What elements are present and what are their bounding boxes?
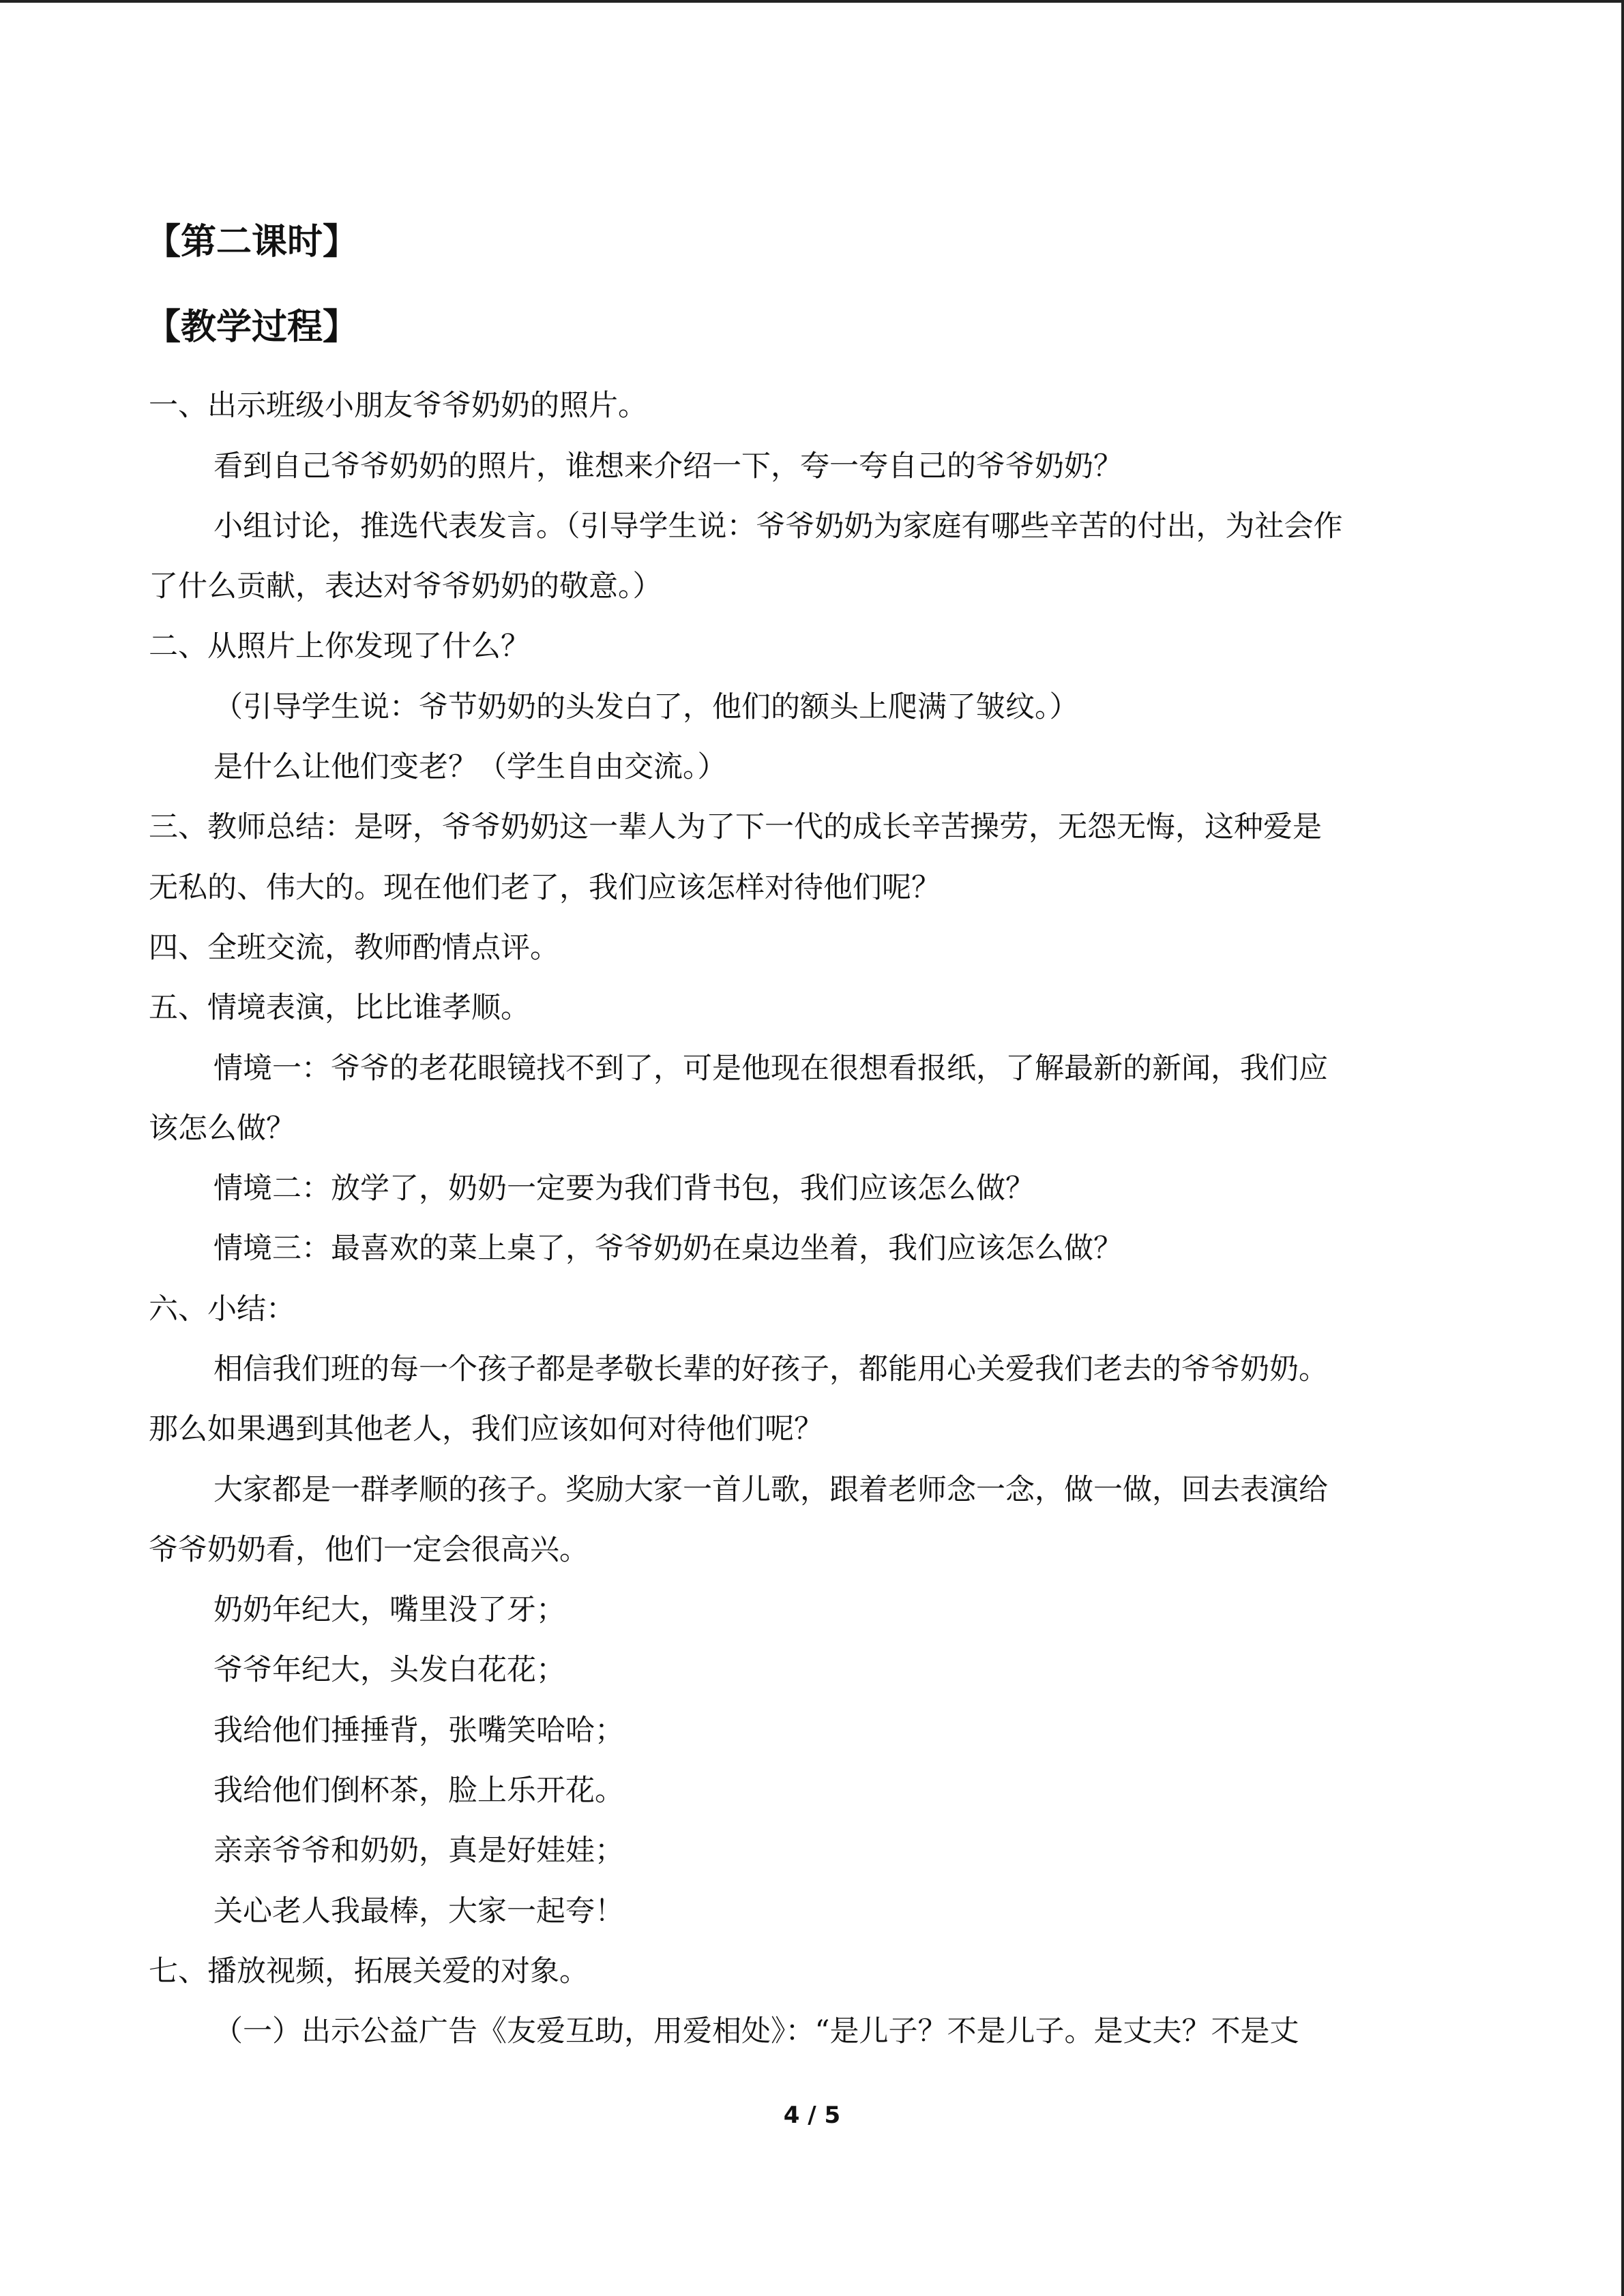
paragraph-line: （引导学生说：爷节奶奶的头发白了，他们的额头上爬满了皱纹。） <box>213 690 1079 724</box>
lesson-heading: 【第二课时】 <box>145 222 359 263</box>
paragraph-line: 相信我们班的每一个孩子都是孝敬长辈的好孩子，都能用心关爱我们老去的爷爷奶奶。 <box>213 1352 1328 1386</box>
page-number: 4 / 5 <box>783 2102 841 2129</box>
section-heading-1: 一、出示班级小朋友爷爷奶奶的照片。 <box>149 389 647 423</box>
section-heading-2: 二、从照片上你发现了什么？ <box>149 629 530 664</box>
section-heading-4: 四、全班交流，教师酌情点评。 <box>149 931 559 965</box>
section-heading-5: 五、情境表演，比比谁孝顺。 <box>149 991 530 1025</box>
paragraph-line: 无私的、伟大的。现在他们老了，我们应该怎样对待他们呢？ <box>149 871 941 905</box>
rhyme-line: 奶奶年纪大，嘴里没了牙； <box>213 1593 565 1627</box>
rhyme-line: 我给他们捶捶背，张嘴笑哈哈； <box>213 1714 624 1748</box>
paragraph-line: 是什么让他们变老？（学生自由交流。） <box>213 750 727 784</box>
paragraph-line: 情境二：放学了，奶奶一定要为我们背书包，我们应该怎么做？ <box>213 1172 1035 1206</box>
paragraph-line: 情境三：最喜欢的菜上桌了，爷爷奶奶在桌边坐着，我们应该怎么做？ <box>213 1232 1123 1266</box>
paragraph-line: 了什么贡献，表达对爷爷奶奶的敬意。） <box>149 569 662 603</box>
rhyme-line: 关心老人我最棒，大家一起夸！ <box>213 1894 624 1928</box>
process-heading: 【教学过程】 <box>145 307 359 348</box>
paragraph-line: 小组讨论，推选代表发言。（引导学生说：爷爷奶奶为家庭有哪些辛苦的付出，为社会作 <box>213 509 1343 543</box>
rhyme-line: 我给他们倒杯茶，脸上乐开花。 <box>213 1774 624 1808</box>
section-heading-7: 七、播放视频，拓展关爱的对象。 <box>149 1954 589 1988</box>
paragraph-line: （一）出示公益广告《友爱互助，用爱相处》：“是儿子？不是儿子。是丈夫？不是丈 <box>213 2014 1299 2048</box>
rhyme-line: 爷爷年纪大，头发白花花； <box>213 1653 565 1687</box>
paragraph-line: 爷爷奶奶看，他们一定会很高兴。 <box>149 1533 589 1567</box>
paragraph-line: 情境一：爷爷的老花眼镜找不到了，可是他现在很想看报纸，了解最新的新闻，我们应 <box>213 1052 1328 1086</box>
paragraph-line: 大家都是一群孝顺的孩子。奖励大家一首儿歌，跟着老师念一念，做一做，回去表演给 <box>213 1473 1328 1507</box>
paragraph-line: 该怎么做？ <box>149 1112 295 1146</box>
section-heading-3: 三、教师总结：是呀，爷爷奶奶这一辈人为了下一代的成长辛苦操劳，无怨无悔，这种爱是 <box>149 810 1322 844</box>
rhyme-line: 亲亲爷爷和奶奶，真是好娃娃； <box>213 1834 624 1868</box>
paragraph-line: 看到自己爷爷奶奶的照片，谁想来介绍一下，夸一夸自己的爷爷奶奶？ <box>213 449 1123 483</box>
paragraph-line: 那么如果遇到其他老人，我们应该如何对待他们呢？ <box>149 1412 823 1446</box>
section-heading-6: 六、小结： <box>149 1292 295 1326</box>
